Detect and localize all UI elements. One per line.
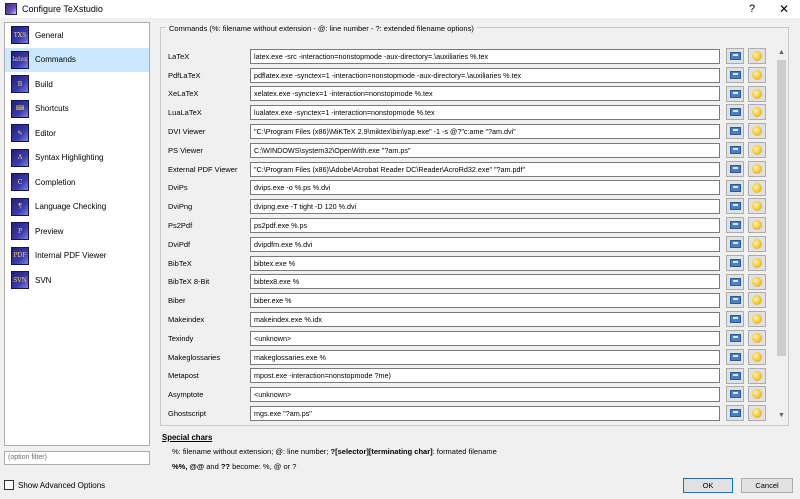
command-label: BibTeX 8-Bit [168,277,210,287]
commands-icon: latex [11,51,29,69]
reset-icon [752,51,762,61]
command-input[interactable]: xelatex.exe -synctex=1 -interaction=nonstopmode %.tex [250,86,720,101]
save-icon [730,334,741,342]
command-input[interactable]: mpost.exe -interaction=nonstopmode ?me) [250,368,720,383]
special-chars-line-1-part-a: %: filename without extension; @: line number; [172,447,331,456]
reset-icon [752,164,762,174]
scroll-thumb[interactable] [777,60,786,356]
sidebar-item-label: Language Checking [35,202,107,212]
special-chars-line-1-part-c: : formated filename [432,447,497,456]
command-row [168,273,770,292]
command-row [168,235,770,254]
command-label: Makeglossaries [168,352,221,362]
save-icon [730,108,741,116]
save-icon [730,390,741,398]
reset-default-button[interactable] [748,217,766,233]
command-label: PS Viewer [168,145,203,155]
command-row [168,348,770,367]
show-advanced-options-label: Show Advanced Options [18,480,106,490]
reset-default-button[interactable] [748,330,766,346]
command-input[interactable]: makeglossaries.exe % [250,350,720,365]
special-chars-section [162,433,212,442]
select-program-button[interactable] [726,198,744,214]
special-chars-line-1-part-b: ?[selector][terminating char] [330,447,433,456]
sidebar-item-shortcuts[interactable] [5,97,149,122]
save-icon [730,278,741,286]
sidebar-item-build[interactable] [5,72,149,97]
command-row [168,66,770,85]
special-chars-line-2-part-c: ?? [220,462,230,471]
reset-default-button[interactable] [748,48,766,64]
command-input[interactable]: C:\WINDOWS\system32\OpenWith.exe "?am.ps" [250,143,720,158]
command-input[interactable]: "C:\Program Files (x86)\Adobe\Acrobat Reader DC\Reader\AcroRd32.exe" "?am.pdf" [250,162,720,177]
reset-default-button[interactable] [748,236,766,252]
pdf-viewer-icon: PDF [11,247,29,265]
build-icon: B [11,75,29,93]
sidebar-item-label: Completion [35,177,76,187]
reset-icon [752,183,762,193]
reset-icon [752,107,762,117]
sidebar-item-label: General [35,30,64,40]
command-input[interactable]: latex.exe -src -interaction=nonstopmode -aux-directory=.\auxiliaries %.tex [250,49,720,64]
select-program-button[interactable] [726,386,744,402]
reset-default-button[interactable] [748,161,766,177]
command-input[interactable]: pdflatex.exe -synctex=1 -interaction=nonstopmode -aux-directory=.\auxiliaries %.tex [250,68,720,83]
sidebar-item-preview[interactable] [5,219,149,244]
sidebar-item-label: Internal PDF Viewer [35,251,107,261]
save-icon [730,90,741,98]
reset-default-button[interactable] [748,255,766,271]
show-advanced-options-checkbox[interactable] [4,480,105,490]
reset-icon [752,201,762,211]
command-label: DVI Viewer [168,127,206,137]
command-input[interactable]: dvipng.exe -T tight -D 120 %.dvi [250,199,720,214]
command-label: DviPs [168,183,188,193]
cancel-button[interactable]: Cancel [741,478,793,493]
save-icon [730,146,741,154]
reset-default-button[interactable] [748,274,766,290]
special-chars-line-2 [172,462,296,471]
reset-icon [752,145,762,155]
command-input[interactable]: biber.exe % [250,293,720,308]
reset-default-button[interactable] [748,386,766,402]
command-label: XeLaTeX [168,89,199,99]
reset-default-button[interactable] [748,198,766,214]
sidebar-item-general[interactable] [5,23,149,48]
command-row [168,141,770,160]
command-row [168,329,770,348]
select-program-button[interactable] [726,405,744,421]
special-chars-line-2-part-d: become: %, @ or ? [230,462,297,471]
select-program-button[interactable] [726,349,744,365]
sidebar-item-commands[interactable] [5,48,149,73]
command-row [168,160,770,179]
command-input[interactable]: bibtex8.exe % [250,274,720,289]
command-row [168,291,770,310]
commands-group-title: Commands (%: filename without extension - @: line number - ?: extended filename options) [166,24,477,33]
select-program-button[interactable] [726,104,744,120]
command-label: BibTeX [168,258,192,268]
command-row [168,385,770,404]
command-label: Ps2Pdf [168,221,193,231]
scroll-up-icon[interactable]: ▲ [778,49,785,56]
reset-icon [752,314,762,324]
command-input[interactable]: bibtex.exe % [250,256,720,271]
completion-icon: C [11,173,29,191]
save-icon [730,240,741,248]
command-row [168,254,770,273]
command-label: Asymptote [168,390,204,400]
command-row [168,85,770,104]
sidebar-item-completion[interactable] [5,170,149,195]
sidebar-item-label: Commands [35,55,76,65]
editor-icon: ✎ [11,124,29,142]
command-row [168,404,770,423]
select-program-button[interactable] [726,311,744,327]
save-icon [730,296,741,304]
select-program-button[interactable] [726,180,744,196]
save-icon [730,221,741,229]
save-icon [730,315,741,323]
command-row [168,47,770,66]
select-program-button[interactable] [726,255,744,271]
save-icon [730,71,741,79]
reset-icon [752,352,762,362]
command-input[interactable]: mgs.exe "?am.ps" [250,406,720,421]
language-checking-icon: ¶ [11,198,29,216]
reset-icon [752,408,762,418]
command-row [168,216,770,235]
texstudio-app-icon [5,3,17,15]
window-title: Configure TeXstudio [22,4,103,14]
select-program-button[interactable] [726,236,744,252]
reset-default-button[interactable] [748,349,766,365]
select-program-button[interactable] [726,217,744,233]
command-input[interactable]: <unknown> [250,331,720,346]
command-row [168,122,770,141]
command-label: Biber [168,296,186,306]
save-icon [730,165,741,173]
ok-button[interactable]: OK [683,478,733,493]
title-bar [0,0,800,18]
sidebar-item-editor[interactable] [5,121,149,146]
reset-icon [752,295,762,305]
sidebar-item-label: Build [35,79,53,89]
reset-icon [752,70,762,80]
command-input[interactable]: dvips.exe -o %.ps %.dvi [250,180,720,195]
reset-default-button[interactable] [748,180,766,196]
reset-icon [752,126,762,136]
command-label: External PDF Viewer [168,164,238,174]
command-label: PdfLaTeX [168,70,201,80]
select-program-button[interactable] [726,330,744,346]
save-icon [730,184,741,192]
sidebar-item-svn[interactable] [5,268,149,293]
save-icon [730,52,741,60]
select-program-button[interactable] [726,274,744,290]
reset-icon [752,277,762,287]
save-icon [730,202,741,210]
command-label: Makeindex [168,315,205,325]
general-icon: TXS [11,26,29,44]
command-input[interactable]: <unknown> [250,387,720,402]
command-label: LaTeX [168,51,190,61]
command-input[interactable]: ps2pdf.exe %.ps [250,218,720,233]
command-label: Ghostscript [168,409,206,419]
select-program-button[interactable] [726,123,744,139]
command-label: DviPdf [168,239,191,249]
category-list [4,22,150,446]
save-icon [730,259,741,267]
reset-default-button[interactable] [748,104,766,120]
help-button[interactable]: ? [748,3,756,15]
command-row [168,310,770,329]
special-chars-heading: Special chars [162,433,213,442]
sidebar-item-label: Editor [35,128,56,138]
sidebar-item-syntax-highlighting[interactable] [5,146,149,171]
preview-icon: P [11,222,29,240]
select-program-button[interactable] [726,161,744,177]
commands-list [168,47,770,423]
save-icon [730,127,741,135]
save-icon [730,409,741,417]
command-input[interactable]: dvipdfm.exe %.dvi [250,237,720,252]
select-program-button[interactable] [726,67,744,83]
command-input[interactable]: makeindex.exe %.idx [250,312,720,327]
sidebar-item-internal-pdf-viewer[interactable] [5,244,149,269]
command-label: LuaLaTeX [168,108,202,118]
reset-default-button[interactable] [748,123,766,139]
command-input[interactable]: lualatex.exe -synctex=1 -interaction=nonstopmode %.tex [250,105,720,120]
special-chars-line-1 [172,447,497,456]
commands-scrollbar[interactable] [775,46,788,422]
command-row [168,367,770,386]
option-filter-input[interactable]: (option filter) [4,451,150,465]
sidebar-item-label: Shortcuts [35,104,69,114]
reset-default-button[interactable] [748,368,766,384]
reset-default-button[interactable] [748,311,766,327]
reset-default-button[interactable] [748,405,766,421]
checkbox-box[interactable] [4,480,14,490]
sidebar-item-language-checking[interactable] [5,195,149,220]
reset-default-button[interactable] [748,86,766,102]
command-row [168,197,770,216]
reset-icon [752,258,762,268]
command-input[interactable]: "C:\Program Files (x86)\MiKTeX 2.9\miktex\bin\yap.exe" -1 -s @?"c:ame "?am.dvi" [250,124,720,139]
sidebar-item-label: SVN [35,275,52,285]
select-program-button[interactable] [726,48,744,64]
reset-icon [752,333,762,343]
reset-default-button[interactable] [748,292,766,308]
command-label: DviPng [168,202,193,212]
syntax-highlighting-icon: A [11,149,29,167]
command-row [168,179,770,198]
save-icon [730,353,741,361]
svn-icon: SVN [11,271,29,289]
reset-icon [752,371,762,381]
select-program-button[interactable] [726,142,744,158]
reset-icon [752,389,762,399]
command-row [168,103,770,122]
select-program-button[interactable] [726,86,744,102]
special-chars-line-2-part-b: and [204,462,221,471]
select-program-button[interactable] [726,292,744,308]
special-chars-line-2-part-a: %%, @@ [172,462,205,471]
reset-icon [752,239,762,249]
sidebar-item-label: Syntax Highlighting [35,153,104,163]
shortcuts-icon: ⌨ [11,100,29,118]
scroll-down-icon[interactable]: ▼ [778,412,785,419]
sidebar-item-label: Preview [35,226,64,236]
reset-icon [752,89,762,99]
reset-icon [752,220,762,230]
reset-default-button[interactable] [748,142,766,158]
command-label: Metapost [168,371,199,381]
reset-default-button[interactable] [748,67,766,83]
save-icon [730,372,741,380]
select-program-button[interactable] [726,368,744,384]
command-label: Texindy [168,333,194,343]
close-button[interactable]: ✕ [778,2,790,16]
